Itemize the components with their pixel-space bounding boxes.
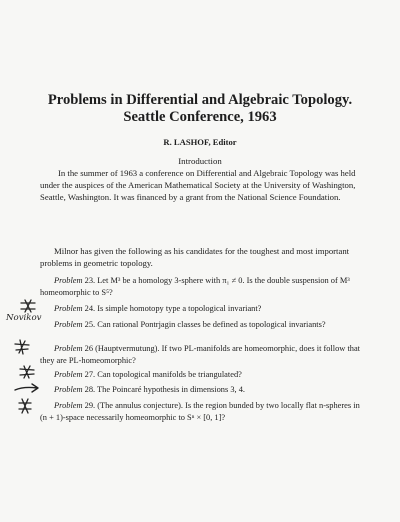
problem-24 [40, 303, 362, 315]
intro-paragraph: In the summer of 1963 a conference on Differential and Algebraic Topology was held under the auspices of the American Mathematical Society at the University of Washington, Seattle, Washington. It was financed by a grant from the National Science Foundation. [40, 168, 356, 202]
problem-number: 25. [84, 320, 96, 329]
problem-26 [40, 343, 362, 366]
problem-28 [40, 384, 362, 396]
page-title: Problems in Differential and Algebraic Topology. Seattle Conference, 1963 [47, 92, 353, 125]
asterisk-mark-icon [14, 339, 30, 355]
problem-text: Can topological manifolds be triangulated? [97, 370, 242, 379]
problem-text: (The annulus conjecture). Is the region bunded by two locally flat n-spheres in (n + 1)-space necessarily homeomorphic to Sⁿ × [0, 1]? [40, 401, 360, 422]
problem-label: Problem [54, 304, 83, 313]
problem-label: Problem [54, 385, 83, 394]
problem-27 [40, 369, 362, 381]
problem-text: Can rational Pontrjagin classes be defined as topological invariants? [97, 320, 326, 329]
problem-number: 26 [84, 344, 93, 353]
problem-label: Problem [54, 344, 83, 353]
asterisk-mark-icon [18, 398, 32, 414]
problem-text: Let M³ be a homology 3-sphere with π₁ ≠ 0. Is the double suspension of M³ homeomorphic to S⁵? [40, 276, 350, 297]
problem-label: Problem [54, 276, 83, 285]
milnor-paragraph: Milnor has given the following as his candidates for the toughest and most important problems in geometric topology. [40, 246, 350, 268]
problem-text: Is simple homotopy type a topological invariant? [97, 304, 262, 313]
problem-label: Problem [54, 320, 83, 329]
problem-text: The Poincaré hypothesis in dimensions 3, 4. [97, 385, 245, 394]
problem-number: 28. [84, 385, 96, 394]
problem-29 [40, 400, 362, 423]
problem-number: 29. [84, 401, 96, 410]
problem-25 [40, 319, 362, 331]
handwritten-note: Novikov [6, 313, 42, 323]
asterisk-mark-icon [19, 365, 35, 379]
problem-23 [40, 275, 362, 298]
problem-number: 27. [84, 370, 96, 379]
intro-heading: Introduction [178, 156, 222, 166]
editor-line: R. LASHOF, Editor [163, 137, 237, 147]
asterisk-mark-icon [20, 299, 36, 313]
problem-number: 24. [84, 304, 96, 313]
problem-text: (Hauptvermutung). If two PL-manifolds are homeomorphic, does it follow that they are PL-homeomorphic? [40, 344, 361, 365]
arrow-mark-icon [14, 382, 40, 394]
problem-label: Problem [54, 370, 83, 379]
problem-label: Problem [54, 401, 83, 410]
problem-number: 23. [84, 276, 96, 285]
